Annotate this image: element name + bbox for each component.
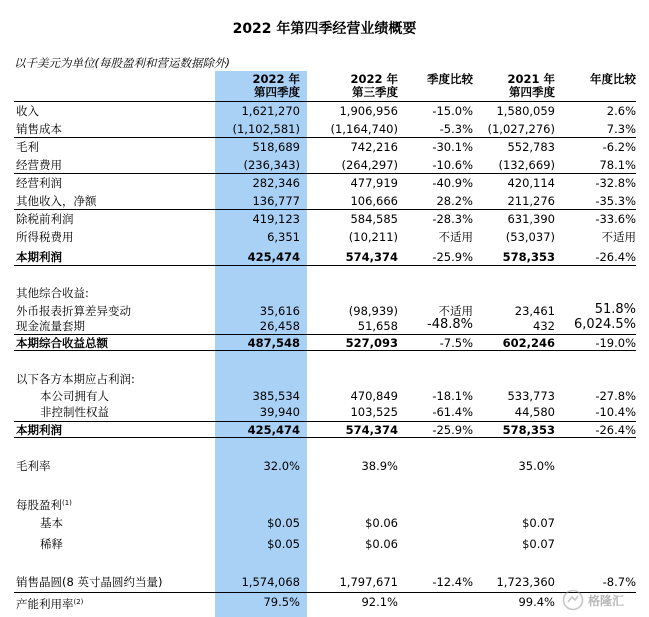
- cell-gross-profit-yoy: -6.2%: [602, 140, 636, 154]
- header-q3-2022-year: 2022 年: [350, 72, 398, 86]
- cell-other-income-q4-2022: 136,777: [252, 194, 300, 208]
- cell-total-comprehensive-income-yoy: -19.0%: [595, 336, 636, 350]
- cell-profit-for-period-q4-2022: 425,474: [247, 250, 300, 264]
- cell-operating-expenses-q3-2022: (264,297): [341, 158, 398, 172]
- row-label-gross-margin: 毛利率: [16, 459, 51, 473]
- cell-operating-expenses-yoy: 78.1%: [599, 158, 636, 172]
- section-label-eps: [16, 496, 72, 512]
- rule: [14, 265, 636, 266]
- cell-operating-profit-q4-2021: 420,114: [507, 176, 555, 190]
- header-yoy: 年度比较: [590, 72, 636, 86]
- cell-income-tax-qoq: 不适用: [438, 230, 473, 244]
- watermark-text: 格隆汇: [588, 593, 625, 608]
- cell-total-comprehensive-income-qoq: -7.5%: [439, 336, 473, 350]
- cell-cost-of-sales-yoy: 7.3%: [606, 122, 636, 136]
- cell-total-comprehensive-income-q3-2022: 527,093: [345, 336, 398, 350]
- cell-cost-of-sales-q4-2022: (1,102,581): [232, 122, 300, 136]
- cell-gross-margin-q3-2022: 38.9%: [361, 459, 398, 473]
- cell-cost-of-sales-qoq: -5.3%: [439, 122, 473, 136]
- cell-wafers-shipped-qoq: -12.4%: [432, 575, 473, 589]
- cell-profit-for-period-2-q4-2022: 425,474: [247, 423, 300, 437]
- cell-wafers-shipped-q4-2022: 1,574,068: [241, 575, 300, 589]
- rule: [14, 137, 636, 138]
- cell-profit-for-period-2-yoy: -26.4%: [595, 423, 636, 437]
- cell-profit-before-tax-qoq: -28.3%: [432, 212, 473, 226]
- row-label-gross-profit: 毛利: [16, 140, 39, 154]
- cell-operating-expenses-q4-2021: (132,669): [498, 158, 555, 172]
- cell-owners-q4-2022: 385,534: [252, 389, 300, 403]
- cell-profit-for-period-2-qoq: -25.9%: [432, 423, 473, 437]
- cell-wafers-shipped-yoy: -8.7%: [602, 575, 636, 589]
- cell-owners-yoy: -27.8%: [595, 389, 636, 403]
- cell-fx-translation-q4-2021: 23,461: [514, 304, 555, 318]
- cell-operating-profit-q3-2022: 477,919: [350, 176, 398, 190]
- cell-operating-profit-qoq: -40.9%: [432, 176, 473, 190]
- gelonghui-logo-icon: [562, 589, 584, 611]
- row-label-utilization: [16, 595, 83, 611]
- row-label-operating-profit: 经营利润: [16, 176, 62, 190]
- row-label-eps-diluted: 稀释: [40, 537, 63, 551]
- cell-fx-translation-qoq: 不适用: [438, 304, 473, 318]
- cell-eps-diluted-q4-2022: $0.05: [267, 537, 300, 551]
- cell-income-tax-q3-2022: (10,211): [348, 230, 398, 244]
- row-label-nci: 非控制性权益: [40, 405, 109, 419]
- row-label-wafers-shipped: 销售晶圆(8 英寸晶圆约当量): [16, 575, 163, 589]
- cell-eps-diluted-q4-2021: $0.07: [522, 537, 555, 551]
- cell-wafers-shipped-q3-2022: 1,797,671: [339, 575, 398, 589]
- unit-note: 以千美元为单位(每股盈利和营运数据除外): [14, 56, 230, 70]
- cell-revenue-q4-2022: 1,621,270: [241, 104, 300, 118]
- rule: [14, 209, 636, 210]
- row-label-total-comprehensive-income: 本期综合收益总额: [16, 336, 108, 350]
- watermark: [562, 585, 644, 615]
- section-label-attributable: 以下各方本期应占利润:: [16, 372, 135, 386]
- cell-utilization-q4-2022: 79.5%: [263, 595, 300, 609]
- cell-income-tax-q4-2022: 6,351: [267, 230, 300, 244]
- row-label-eps-basic: 基本: [40, 516, 63, 530]
- rule-segment: [14, 592, 636, 593]
- cell-nci-yoy: -10.4%: [595, 405, 636, 419]
- cell-fx-translation-yoy: 51.8%: [594, 302, 636, 317]
- cell-gross-profit-q4-2021: 552,783: [507, 140, 555, 154]
- cell-eps-basic-q4-2022: $0.05: [267, 516, 300, 530]
- cell-gross-profit-qoq: -30.1%: [432, 140, 473, 154]
- cell-profit-for-period-yoy: -26.4%: [595, 250, 636, 264]
- row-label-profit-for-period: 本期利润: [16, 250, 62, 264]
- cell-cash-flow-hedge-qoq: -48.8%: [427, 317, 473, 332]
- cell-fx-translation-q4-2022: 35,616: [259, 304, 300, 318]
- cell-operating-profit-q4-2022: 282,346: [252, 176, 300, 190]
- cell-other-income-q3-2022: 106,666: [350, 194, 398, 208]
- rule: [14, 421, 636, 422]
- eps-label: 每股盈利: [16, 498, 62, 512]
- cell-operating-expenses-qoq: -10.6%: [432, 158, 473, 172]
- header-q4-2022: [252, 73, 300, 99]
- cell-total-comprehensive-income-q4-2021: 602,246: [502, 336, 555, 350]
- cell-profit-before-tax-yoy: -33.6%: [595, 212, 636, 226]
- cell-other-income-q4-2021: 211,276: [507, 194, 555, 208]
- cell-income-tax-yoy: 不适用: [601, 230, 636, 244]
- cell-gross-margin-q4-2021: 35.0%: [518, 459, 555, 473]
- row-label-profit-for-period-2: 本期利润: [16, 423, 62, 437]
- header-qoq: 季度比较: [427, 72, 473, 86]
- cell-revenue-qoq: -15.0%: [432, 104, 473, 118]
- row-label-cost-of-sales: 销售成本: [16, 122, 62, 136]
- report-title: 2022 年第四季经营业绩概要: [232, 21, 417, 37]
- cell-income-tax-q4-2021: (53,037): [505, 230, 555, 244]
- row-label-fx-translation: 外币报表折算差异变动: [16, 304, 131, 318]
- cell-wafers-shipped-q4-2021: 1,723,360: [496, 575, 555, 589]
- cell-utilization-q3-2022: 92.1%: [361, 595, 398, 609]
- rule: [14, 173, 636, 174]
- cell-nci-qoq: -61.4%: [432, 405, 473, 419]
- header-rule: [14, 101, 636, 102]
- cell-gross-profit-q4-2022: 518,689: [252, 140, 300, 154]
- cell-cash-flow-hedge-yoy: 6,024.5%: [574, 317, 636, 332]
- section-label-oci: 其他综合收益:: [16, 286, 89, 300]
- row-label-profit-before-tax: 除税前利润: [16, 212, 74, 226]
- rule: [14, 350, 636, 351]
- cell-nci-q3-2022: 103,525: [350, 405, 398, 419]
- row-label-cash-flow-hedge: 现金流量套期: [16, 319, 85, 333]
- header-q3-2022: [350, 73, 398, 99]
- cell-revenue-yoy: 2.6%: [606, 104, 636, 118]
- cell-eps-diluted-q3-2022: $0.06: [365, 537, 398, 551]
- cell-nci-q4-2021: 44,580: [514, 405, 555, 419]
- cell-other-income-qoq: 28.2%: [436, 194, 473, 208]
- cell-fx-translation-q3-2022: (98,939): [348, 304, 398, 318]
- row-label-income-tax: 所得税费用: [16, 230, 74, 244]
- row-label-owners: 本公司拥有人: [40, 389, 109, 403]
- cell-operating-expenses-q4-2022: (236,343): [243, 158, 300, 172]
- eps-footnote-marker: (1): [62, 499, 72, 507]
- row-label-other-income: 其他收入，净额: [16, 194, 97, 208]
- cell-profit-for-period-q3-2022: 574,374: [345, 250, 398, 264]
- cell-owners-q4-2021: 533,773: [507, 389, 555, 403]
- header-q3-2022-quarter: 第三季度: [352, 85, 398, 99]
- cell-nci-q4-2022: 39,940: [259, 405, 300, 419]
- cell-cost-of-sales-q4-2021: (1,027,276): [487, 122, 555, 136]
- cell-operating-profit-yoy: -32.8%: [595, 176, 636, 190]
- cell-profit-for-period-2-q4-2021: 578,353: [502, 423, 555, 437]
- rule: [14, 334, 636, 335]
- header-q4-2022-quarter: 第四季度: [254, 85, 300, 99]
- cell-cash-flow-hedge-q3-2022: 51,658: [357, 319, 398, 333]
- cell-profit-for-period-2-q3-2022: 574,374: [345, 423, 398, 437]
- row-label-revenue: 收入: [16, 104, 39, 118]
- cell-cash-flow-hedge-q4-2022: 26,458: [259, 319, 300, 333]
- cell-gross-profit-q3-2022: 742,216: [350, 140, 398, 154]
- cell-cash-flow-hedge-q4-2021: 432: [533, 319, 555, 333]
- utilization-footnote-marker: (2): [73, 598, 84, 606]
- utilization-label: 产能利用率: [16, 597, 74, 611]
- row-label-operating-expenses: 经营费用: [16, 158, 62, 172]
- cell-profit-for-period-q4-2021: 578,353: [502, 250, 555, 264]
- cell-eps-basic-q3-2022: $0.06: [365, 516, 398, 530]
- cell-profit-before-tax-q4-2021: 631,390: [507, 212, 555, 226]
- cell-other-income-yoy: -35.3%: [595, 194, 636, 208]
- cell-revenue-q4-2021: 1,580,059: [496, 104, 555, 118]
- cell-profit-for-period-qoq: -25.9%: [432, 250, 473, 264]
- header-q4-2021-quarter: 第四季度: [509, 85, 555, 99]
- cell-profit-before-tax-q4-2022: 419,123: [252, 212, 300, 226]
- cell-owners-q3-2022: 470,849: [350, 389, 398, 403]
- cell-utilization-q4-2021: 99.4%: [518, 595, 555, 609]
- cell-cost-of-sales-q3-2022: (1,164,740): [330, 122, 398, 136]
- header-q4-2022-year: 2022 年: [252, 72, 300, 86]
- cell-eps-basic-q4-2021: $0.07: [522, 516, 555, 530]
- header-q4-2021-year: 2021 年: [507, 72, 555, 86]
- cell-gross-margin-q4-2022: 32.0%: [263, 459, 300, 473]
- rule: [14, 437, 636, 438]
- header-q4-2021: [507, 73, 555, 99]
- cell-revenue-q3-2022: 1,906,956: [339, 104, 398, 118]
- cell-total-comprehensive-income-q4-2022: 487,548: [247, 336, 300, 350]
- cell-profit-before-tax-q3-2022: 584,585: [350, 212, 398, 226]
- cell-owners-qoq: -18.1%: [432, 389, 473, 403]
